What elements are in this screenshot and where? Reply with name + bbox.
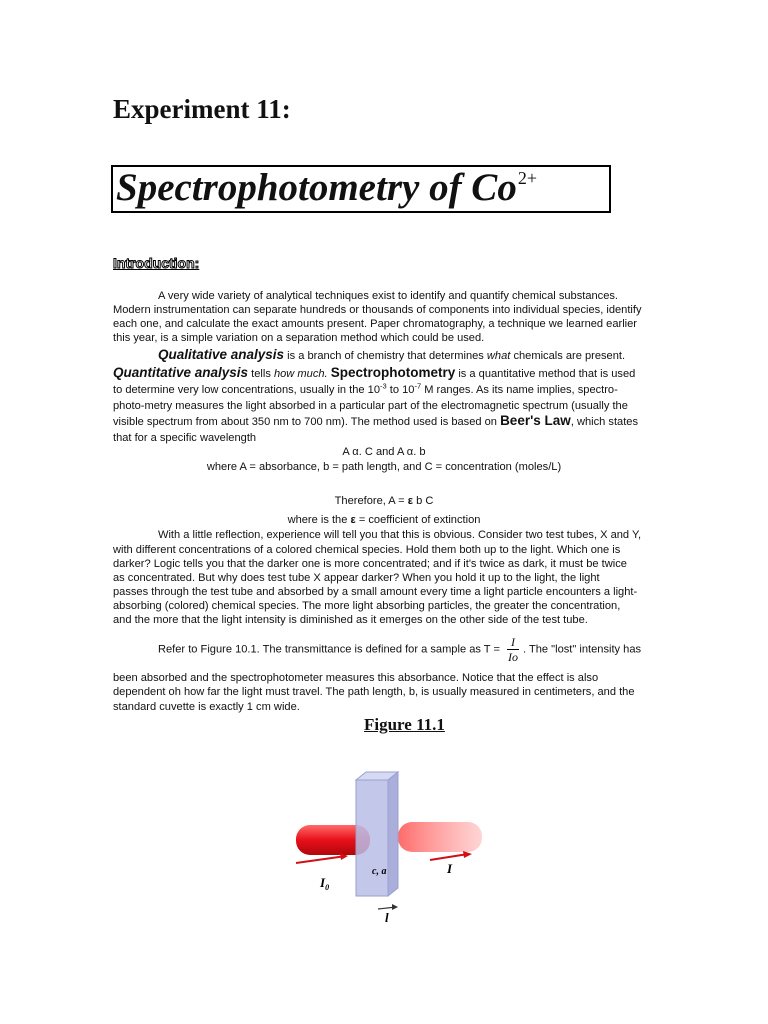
incident-intensity-label: $I_0$ — [320, 875, 330, 892]
cuvette-front — [356, 780, 388, 896]
concentration-absorptivity-label: c, a — [372, 866, 387, 877]
figure-title: Figure 11.1 — [364, 715, 445, 734]
quant-line: to determine very low concentrations, usually in the $10^{-3}$ to $10^{-7}$ M ranges. As its name implies, spectro- — [113, 381, 618, 396]
cuvette-side — [388, 772, 398, 896]
beers-law-formula: Therefore, A = ε b C — [334, 495, 434, 507]
path-length-label: l — [385, 910, 389, 925]
transmittance-fraction: $\frac{I}{Io}$ — [508, 635, 519, 664]
title-box — [111, 165, 611, 213]
quant-line: photo-metry measures the light absorbed in a particular part of the electromagnetic spectrum (usually the — [113, 400, 628, 412]
experiment-heading: Experiment 11: — [113, 94, 291, 124]
para2-line: With a little reflection, experience will tell you that this is obvious. Consider two test tubes, X and Y, — [158, 529, 642, 541]
para2-line: darker? Logic tells you that the darker one is more concentrated; and if it's twice as dark, it must be twice — [113, 558, 627, 570]
formula-definition: where A = absorbance, b = path length, and C = concentration (moles/L) — [206, 461, 562, 473]
beers-law-term: Beer's Law — [500, 413, 571, 428]
quant-line: that for a specific wavelength — [113, 432, 257, 444]
para1-line: Modern instrumentation can separate hundreds or thousands of components into individual species, identify — [113, 304, 642, 316]
qualitative-sentence: Qualitative analysis is a branch of chemistry that determines what chemicals are present. — [158, 347, 626, 362]
transmitted-arrow-head — [463, 851, 472, 858]
transmitted-beam — [398, 822, 482, 852]
document-title: Spectrophotometry of $Co^{2+}$ — [116, 166, 537, 209]
transmitted-intensity-label: I — [447, 861, 453, 876]
introduction-label: Introduction: — [113, 255, 200, 271]
extinction-definition: where is the ε = coefficient of extinction — [287, 514, 481, 526]
para1-line: A very wide variety of analytical techniques exist to identify and quantify chemical substances. — [158, 290, 619, 302]
para2-line: with different concentrations of a colored chemical species. Hold them both up to the light. Which one is — [113, 544, 621, 556]
para1-line: this year, is a simple variation on a separation method which could be used. — [113, 332, 485, 344]
para3-line: standard cuvette is exactly 1 cm wide. — [113, 701, 300, 713]
para2-line: as concentrated. But why does test tube X appear darker? When you hold it up to the light, the light — [113, 572, 600, 584]
para2-line: absorbing (colored) chemical species. The more light absorbing particles, the greater the concentration, — [113, 600, 621, 612]
para1-line: each one, and calculate the exact amounts present. Paper chromatography, a technique we learned earlier — [113, 318, 637, 330]
transmittance-sentence: Refer to Figure 10.1. The transmittance is defined for a sample as T = $\frac{I}{Io}$ . The "lost" intensity has — [158, 635, 642, 664]
para2-line: passes through the test tube and absorbed by a small amount every time a light particle encounters a light- — [113, 586, 638, 598]
para3-line: dependent oh how far the light must travel. The path length, b, is usually measured in centimeters, and the — [113, 686, 635, 698]
path-length-arrow-head — [392, 904, 398, 910]
para2-line: and the more that the light intensity is diminished as it emerges on the other side of the test tube. — [113, 614, 588, 626]
quant-line: visible spectrum from about 350 nm to 700 nm). The method used is based on Beer's Law, which states — [113, 413, 639, 428]
cuvette-diagram — [290, 770, 490, 930]
quantitative-sentence: Quantitative analysis tells how much. Spectrophotometry is a quantitative method that is used — [113, 365, 636, 380]
para3-line: been absorbed and the spectrophotometer measures this absorbance. Notice that the effect is also — [113, 672, 599, 684]
proportionality-formula: A α. C and A α. b — [342, 446, 426, 458]
